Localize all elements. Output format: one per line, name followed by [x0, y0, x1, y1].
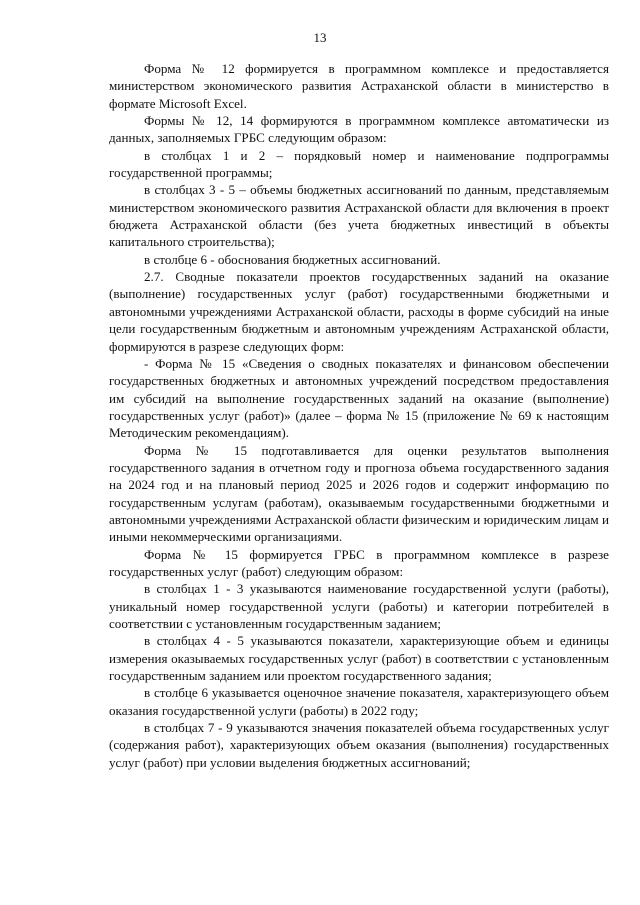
paragraph-form15-intro: Форма № 15 формируется ГРБС в программном комплексе в разрезе государственных услуг (работ) следующим образом:: [109, 546, 609, 579]
paragraph-form12-source: Форма № 12 формируется в программном комплексе и предоставляется министерством экономического развития Астраханской области в министерство в формате Microsoft Excel.: [109, 61, 609, 111]
paragraph-column-6: в столбце 6 - обоснования бюджетных ассигнований.: [144, 251, 441, 267]
paragraph-columns-3-5: в столбцах 3 - 5 – объемы бюджетных ассигнований по данным, представляемым министерством экономического развития Астраханской области для включения в проект бюджета Астраханской области (без учета бюджетных инвестиций в объекты капитального строительства);: [109, 182, 609, 250]
paragraph-columns-1-2: в столбцах 1 и 2 – порядковый номер и наименование подпрограммы государственной программы;: [109, 147, 609, 181]
paragraph-form15-columns-1-3: в столбцах 1 - 3 указываются наименование государственной услуги (работы), уникальный номер государственной услуги (работы) и категории потребителей в соответствии с установленным государственным заданием;: [109, 581, 609, 631]
document-body: [109, 60, 609, 771]
paragraph-forms12-14-intro: Формы № 12, 14 формируются в программном комплексе автоматически из данных, заполняемых ГРБС следующим образом:: [109, 113, 609, 146]
page-number: 13: [313, 30, 327, 45]
paragraph-form15-columns-7-9: в столбцах 7 - 9 указываются значения показателей объема государственных услуг (содержания работ), характеризующих объем оказания (выполнения) государственных услуг (работ) при условии выделения бюджетных ассигнований;: [109, 720, 609, 770]
paragraph-form15-column-6: в столбце 6 указывается оценочное значение показателя, характеризующего объем оказания государственной услуги (работы) в 2022 году;: [109, 685, 609, 718]
paragraph-form15-title: - Форма № 15 «Сведения о сводных показателях и финансовом обеспечении государственных бюджетных и автономных учреждений посредством предоставления им субсидий на выполнение государственных заданий на оказание (выполнение) государственных услуг (работ)» (далее – форма № 15 (приложение № 69 к настоящим Методическим рекомендациям).: [109, 355, 609, 441]
paragraph-form15-purpose: Форма № 15 подготавливается для оценки результатов выполнения государственного задания в отчетном году и прогноза объема государственного задания на 2024 год и на плановый период 2025 и 2026 годов и содержит информацию по государственным услугам (работам), оказываемым государственными бюджетными и автономными учреждениями Астраханской области физическим и юридическим лицам и иными некоммерческими организациями.: [109, 442, 609, 545]
paragraph-form15-columns-4-5: в столбцах 4 - 5 указываются показатели, характеризующие объем и единицы измерения оказываемых государственных услуг (работ) в соответствии с установленным государственным заданием или проектом государственного задания;: [109, 633, 609, 684]
paragraph-section-2-7: 2.7. Сводные показатели проектов государственных заданий на оказание (выполнение) государственных услуг (работ) государственными бюджетными и автономными учреждениями Астраханской области, расходы в форме субсидий на иные цели государственным бюджетным и автономным учреждениям Астраханской области, формируются в разрезе следующих форм:: [109, 269, 609, 354]
